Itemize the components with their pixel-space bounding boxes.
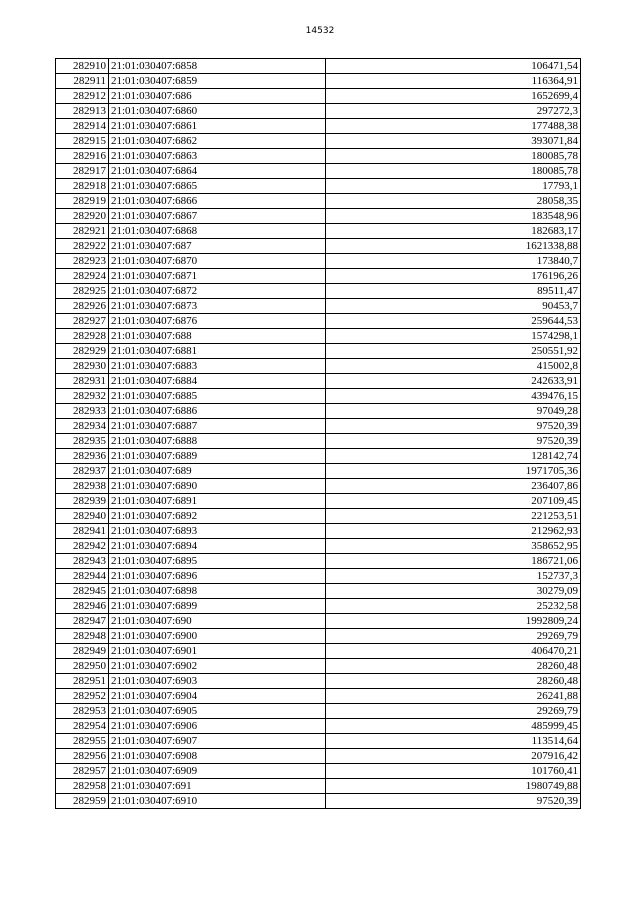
cadastral-value-cell: 1971705,36 — [326, 464, 581, 479]
row-number-cell: 282951 — [56, 674, 109, 689]
table-row — [56, 764, 581, 779]
row-number-cell: 282938 — [56, 479, 109, 494]
cadastral-value-cell: 89511,47 — [326, 284, 581, 299]
cadastral-value-cell: 439476,15 — [326, 389, 581, 404]
row-number-cell: 282927 — [56, 314, 109, 329]
cadastral-value-cell: 101760,41 — [326, 764, 581, 779]
cadastral-number-cell: 21:01:030407:6888 — [109, 434, 326, 449]
row-number-cell: 282947 — [56, 614, 109, 629]
cadastral-number-cell: 21:01:030407:6910 — [109, 794, 326, 809]
cadastral-number-cell: 21:01:030407:6906 — [109, 719, 326, 734]
cadastral-value-cell: 242633,91 — [326, 374, 581, 389]
cadastral-number-cell: 21:01:030407:6864 — [109, 164, 326, 179]
table-row — [56, 509, 581, 524]
cadastral-value-cell: 25232,58 — [326, 599, 581, 614]
cadastral-value-cell: 28260,48 — [326, 674, 581, 689]
cadastral-value-cell: 177488,38 — [326, 119, 581, 134]
row-number-cell: 282958 — [56, 779, 109, 794]
cadastral-value-cell: 1574298,1 — [326, 329, 581, 344]
table-row — [56, 794, 581, 809]
row-number-cell: 282918 — [56, 179, 109, 194]
row-number-cell: 282920 — [56, 209, 109, 224]
row-number-cell: 282945 — [56, 584, 109, 599]
cadastral-number-cell: 21:01:030407:686 — [109, 89, 326, 104]
row-number-cell: 282924 — [56, 269, 109, 284]
cadastral-value-cell: 97520,39 — [326, 434, 581, 449]
row-number-cell: 282916 — [56, 149, 109, 164]
row-number-cell: 282941 — [56, 524, 109, 539]
cadastral-value-cell: 1621338,88 — [326, 239, 581, 254]
cadastral-value-cell: 26241,88 — [326, 689, 581, 704]
cadastral-number-cell: 21:01:030407:690 — [109, 614, 326, 629]
cadastral-number-cell: 21:01:030407:6873 — [109, 299, 326, 314]
cadastral-number-cell: 21:01:030407:6900 — [109, 629, 326, 644]
row-number-cell: 282928 — [56, 329, 109, 344]
row-number-cell: 282926 — [56, 299, 109, 314]
cadastral-number-cell: 21:01:030407:6904 — [109, 689, 326, 704]
row-number-cell: 282917 — [56, 164, 109, 179]
cadastral-value-cell: 128142,74 — [326, 449, 581, 464]
table-row — [56, 539, 581, 554]
table-row — [56, 164, 581, 179]
row-number-cell: 282952 — [56, 689, 109, 704]
row-number-cell: 282932 — [56, 389, 109, 404]
row-number-cell: 282922 — [56, 239, 109, 254]
cadastral-value-cell: 28058,35 — [326, 194, 581, 209]
table-row — [56, 449, 581, 464]
cadastral-number-cell: 21:01:030407:6893 — [109, 524, 326, 539]
row-number-cell: 282930 — [56, 359, 109, 374]
table-row — [56, 734, 581, 749]
table-row — [56, 719, 581, 734]
table-row — [56, 569, 581, 584]
table-row — [56, 119, 581, 134]
cadastral-number-cell: 21:01:030407:691 — [109, 779, 326, 794]
cadastral-value-cell: 1652699,4 — [326, 89, 581, 104]
cadastral-number-cell: 21:01:030407:6891 — [109, 494, 326, 509]
cadastral-value-cell: 29269,79 — [326, 704, 581, 719]
cadastral-value-cell: 1992809,24 — [326, 614, 581, 629]
table-row — [56, 749, 581, 764]
table-row — [56, 179, 581, 194]
table-row — [56, 584, 581, 599]
row-number-cell: 282943 — [56, 554, 109, 569]
cadastral-number-cell: 21:01:030407:6861 — [109, 119, 326, 134]
cadastral-number-cell: 21:01:030407:6858 — [109, 59, 326, 74]
page-number: 14532 — [305, 26, 335, 36]
cadastral-value-cell: 259644,53 — [326, 314, 581, 329]
cadastral-number-cell: 21:01:030407:689 — [109, 464, 326, 479]
table-row — [56, 104, 581, 119]
table-row — [56, 149, 581, 164]
table-row — [56, 554, 581, 569]
table-row — [56, 89, 581, 104]
table-row — [56, 404, 581, 419]
cadastral-value-cell: 358652,95 — [326, 539, 581, 554]
table-row — [56, 239, 581, 254]
table-row — [56, 494, 581, 509]
table-row — [56, 329, 581, 344]
row-number-cell: 282948 — [56, 629, 109, 644]
table-row — [56, 524, 581, 539]
cadastral-number-cell: 21:01:030407:6870 — [109, 254, 326, 269]
row-number-cell: 282956 — [56, 749, 109, 764]
table-row — [56, 464, 581, 479]
cadastral-value-cell: 186721,06 — [326, 554, 581, 569]
cadastral-number-cell: 21:01:030407:6901 — [109, 644, 326, 659]
row-number-cell: 282949 — [56, 644, 109, 659]
cadastral-value-cell: 90453,7 — [326, 299, 581, 314]
table-row — [56, 374, 581, 389]
cadastral-number-cell: 21:01:030407:6905 — [109, 704, 326, 719]
row-number-cell: 282940 — [56, 509, 109, 524]
cadastral-number-cell: 21:01:030407:6872 — [109, 284, 326, 299]
table-body — [56, 59, 581, 809]
table-row — [56, 419, 581, 434]
row-number-cell: 282953 — [56, 704, 109, 719]
table-row — [56, 704, 581, 719]
cadastral-value-cell: 1980749,88 — [326, 779, 581, 794]
cadastral-number-cell: 21:01:030407:6902 — [109, 659, 326, 674]
row-number-cell: 282914 — [56, 119, 109, 134]
cadastral-number-cell: 21:01:030407:687 — [109, 239, 326, 254]
table-row — [56, 614, 581, 629]
row-number-cell: 282934 — [56, 419, 109, 434]
cadastral-number-cell: 21:01:030407:6862 — [109, 134, 326, 149]
table-row — [56, 599, 581, 614]
cadastral-number-cell: 21:01:030407:6889 — [109, 449, 326, 464]
row-number-cell: 282929 — [56, 344, 109, 359]
row-number-cell: 282921 — [56, 224, 109, 239]
row-number-cell: 282955 — [56, 734, 109, 749]
cadastral-value-cell: 97520,39 — [326, 419, 581, 434]
table-row — [56, 389, 581, 404]
cadastral-number-cell: 21:01:030407:6899 — [109, 599, 326, 614]
cadastral-number-cell: 21:01:030407:6876 — [109, 314, 326, 329]
cadastral-number-cell: 21:01:030407:6881 — [109, 344, 326, 359]
table-row — [56, 284, 581, 299]
cadastral-number-cell: 21:01:030407:6871 — [109, 269, 326, 284]
cadastral-number-cell: 21:01:030407:6885 — [109, 389, 326, 404]
row-number-cell: 282939 — [56, 494, 109, 509]
table-row — [56, 644, 581, 659]
table-row — [56, 674, 581, 689]
cadastral-value-cell: 17793,1 — [326, 179, 581, 194]
table-row — [56, 344, 581, 359]
cadastral-number-cell: 21:01:030407:6860 — [109, 104, 326, 119]
row-number-cell: 282919 — [56, 194, 109, 209]
cadastral-value-cell: 212962,93 — [326, 524, 581, 539]
cadastral-value-cell: 28260,48 — [326, 659, 581, 674]
cadastral-value-cell: 116364,91 — [326, 74, 581, 89]
cadastral-value-cell: 182683,17 — [326, 224, 581, 239]
cadastral-value-cell: 97520,39 — [326, 794, 581, 809]
row-number-cell: 282937 — [56, 464, 109, 479]
cadastral-value-cell: 236407,86 — [326, 479, 581, 494]
cadastral-value-cell: 30279,09 — [326, 584, 581, 599]
row-number-cell: 282912 — [56, 89, 109, 104]
row-number-cell: 282931 — [56, 374, 109, 389]
table-row — [56, 254, 581, 269]
cadastral-value-cell: 207109,45 — [326, 494, 581, 509]
table-row — [56, 74, 581, 89]
table-row — [56, 479, 581, 494]
row-number-cell: 282950 — [56, 659, 109, 674]
cadastral-value-cell: 406470,21 — [326, 644, 581, 659]
cadastral-value-cell: 113514,64 — [326, 734, 581, 749]
table-row — [56, 434, 581, 449]
row-number-cell: 282935 — [56, 434, 109, 449]
cadastral-number-cell: 21:01:030407:6867 — [109, 209, 326, 224]
cadastral-value-cell: 250551,92 — [326, 344, 581, 359]
table-row — [56, 314, 581, 329]
cadastral-number-cell: 21:01:030407:6907 — [109, 734, 326, 749]
cadastral-value-cell: 415002,8 — [326, 359, 581, 374]
cadastral-value-cell: 176196,26 — [326, 269, 581, 284]
cadastral-value-cell: 485999,45 — [326, 719, 581, 734]
table-row — [56, 134, 581, 149]
row-number-cell: 282925 — [56, 284, 109, 299]
row-number-cell: 282936 — [56, 449, 109, 464]
cadastral-value-cell: 297272,3 — [326, 104, 581, 119]
table-row — [56, 209, 581, 224]
cadastral-value-table — [55, 58, 581, 809]
table-row — [56, 359, 581, 374]
table-row — [56, 779, 581, 794]
cadastral-value-cell: 152737,3 — [326, 569, 581, 584]
cadastral-value-cell: 207916,42 — [326, 749, 581, 764]
row-number-cell: 282959 — [56, 794, 109, 809]
cadastral-value-cell: 97049,28 — [326, 404, 581, 419]
row-number-cell: 282911 — [56, 74, 109, 89]
cadastral-number-cell: 21:01:030407:6895 — [109, 554, 326, 569]
table-row — [56, 689, 581, 704]
row-number-cell: 282944 — [56, 569, 109, 584]
cadastral-value-cell: 393071,84 — [326, 134, 581, 149]
cadastral-number-cell: 21:01:030407:6887 — [109, 419, 326, 434]
cadastral-value-cell: 221253,51 — [326, 509, 581, 524]
cadastral-value-cell: 106471,54 — [326, 59, 581, 74]
table-row — [56, 299, 581, 314]
cadastral-value-cell: 180085,78 — [326, 149, 581, 164]
cadastral-number-cell: 21:01:030407:6863 — [109, 149, 326, 164]
row-number-cell: 282933 — [56, 404, 109, 419]
cadastral-number-cell: 21:01:030407:688 — [109, 329, 326, 344]
row-number-cell: 282946 — [56, 599, 109, 614]
cadastral-number-cell: 21:01:030407:6909 — [109, 764, 326, 779]
table-row — [56, 269, 581, 284]
cadastral-value-cell: 183548,96 — [326, 209, 581, 224]
cadastral-number-cell: 21:01:030407:6859 — [109, 74, 326, 89]
cadastral-number-cell: 21:01:030407:6884 — [109, 374, 326, 389]
cadastral-number-cell: 21:01:030407:6886 — [109, 404, 326, 419]
row-number-cell: 282923 — [56, 254, 109, 269]
table-row — [56, 59, 581, 74]
cadastral-value-cell: 173840,7 — [326, 254, 581, 269]
row-number-cell: 282910 — [56, 59, 109, 74]
row-number-cell: 282942 — [56, 539, 109, 554]
cadastral-number-cell: 21:01:030407:6865 — [109, 179, 326, 194]
cadastral-number-cell: 21:01:030407:6896 — [109, 569, 326, 584]
table-row — [56, 224, 581, 239]
row-number-cell: 282915 — [56, 134, 109, 149]
row-number-cell: 282954 — [56, 719, 109, 734]
cadastral-number-cell: 21:01:030407:6903 — [109, 674, 326, 689]
cadastral-number-cell: 21:01:030407:6866 — [109, 194, 326, 209]
cadastral-number-cell: 21:01:030407:6908 — [109, 749, 326, 764]
cadastral-value-cell: 180085,78 — [326, 164, 581, 179]
table-row — [56, 659, 581, 674]
cadastral-number-cell: 21:01:030407:6892 — [109, 509, 326, 524]
cadastral-number-cell: 21:01:030407:6894 — [109, 539, 326, 554]
cadastral-number-cell: 21:01:030407:6898 — [109, 584, 326, 599]
cadastral-number-cell: 21:01:030407:6890 — [109, 479, 326, 494]
cadastral-value-cell: 29269,79 — [326, 629, 581, 644]
cadastral-number-cell: 21:01:030407:6868 — [109, 224, 326, 239]
table-row — [56, 194, 581, 209]
row-number-cell: 282957 — [56, 764, 109, 779]
cadastral-number-cell: 21:01:030407:6883 — [109, 359, 326, 374]
row-number-cell: 282913 — [56, 104, 109, 119]
table-row — [56, 629, 581, 644]
